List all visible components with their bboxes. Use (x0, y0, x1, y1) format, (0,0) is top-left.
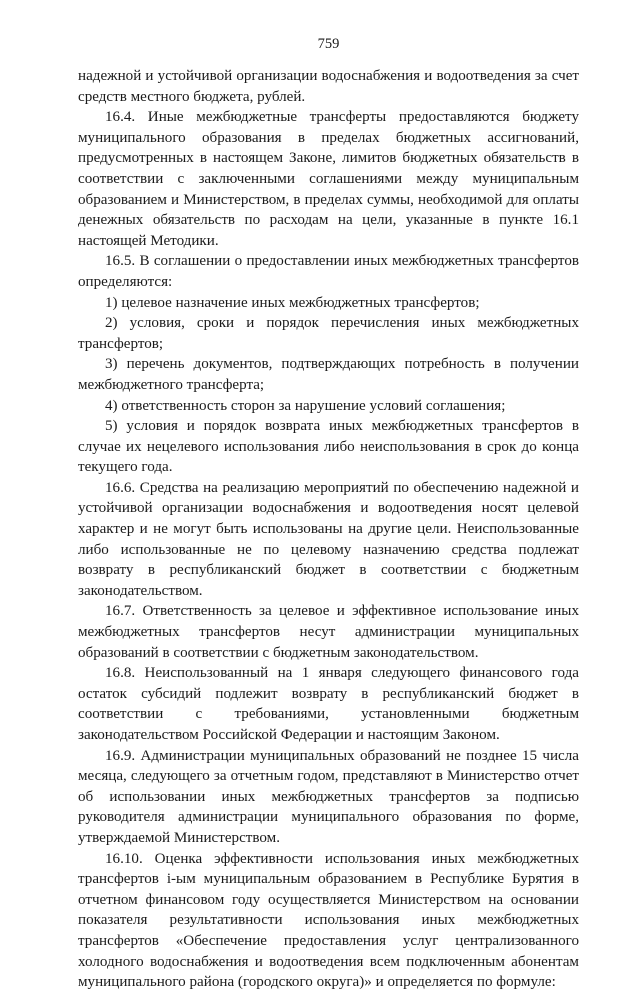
paragraph-16-5: 16.5. В соглашении о предоставлении иных межбюджетных трансфертов определяются: (78, 253, 579, 290)
list-item-4: 4) ответственность сторон за нарушение условий соглашения; (105, 397, 506, 414)
list-item-3: 3) перечень документов, подтверждающих потребность в получении межбюджетного трансферта; (78, 356, 579, 393)
paragraph-16-7: 16.7. Ответственность за целевое и эффективное использование иных межбюджетных трансфертов несут администрации муниципальных образований в соответствии с бюджетным законодательством. (78, 603, 579, 661)
page-number: 759 (317, 36, 340, 52)
list-item-2: 2) условия, сроки и порядок перечисления иных межбюджетных трансфертов; (78, 315, 579, 352)
paragraph-16-10: 16.10. Оценка эффективности использования иных межбюджетных трансфертов i-ым муниципальным образованием в Республике Бурятия в отчетном финансовом году осуществляется Министерством на основании показателя результативности использования иных межбюджетных трансфертов «Обеспечение предоставления услуг централизованного холодного водоснабжения и водоотведения всем подключенным абонентам муниципального района (городского округа)» и определяется по формуле: (78, 850, 579, 991)
paragraph-16-4: 16.4. Иные межбюджетные трансферты предоставляются бюджету муниципального образования в пределах бюджетных ассигнований, предусмотренных в настоящем Законе, лимитов бюджетных обязательств в соответствии с заключенными соглашениями между муниципальным образованием и Министерством, в пределах суммы, необходимой для оплаты денежных обязательств по расходам на цели, указанные в пункте 16.1 настоящей Методики. (78, 109, 579, 249)
paragraph-continuation: надежной и устойчивой организации водоснабжения и водоотведения за счет средств местного бюджета, рублей. (78, 68, 579, 105)
paragraph-16-8: 16.8. Неиспользованный на 1 января следующего финансового года остаток субсидий подлежит возврату в республиканский бюджет в соответствии с требованиями, установленными бюджетным законодательством Российской Федерации и настоящим Законом. (78, 665, 579, 743)
document-page (78, 35, 579, 993)
document-body (78, 66, 579, 993)
paragraph-16-6: 16.6. Средства на реализацию мероприятий по обеспечению надежной и устойчивой организации водоснабжения и водоотведения носят целевой характер и не могут быть использованы на другие цели. Неиспользованные либо использованные не по целевому назначению средства подлежат возврату в республиканский бюджет в соответствии с бюджетным законодательством. (78, 479, 579, 599)
paragraph-16-9: 16.9. Администрации муниципальных образований не позднее 15 числа месяца, следующего за отчетным годом, представляют в Министерство отчет об использовании иных межбюджетных трансфертов за подписью руководителя администрации муниципального образования по форме, утверждаемой Министерством. (78, 747, 579, 846)
list-item-1: 1) целевое назначение иных межбюджетных трансфертов; (105, 294, 480, 311)
list-item-5: 5) условия и порядок возврата иных межбюджетных трансфертов в случае их нецелевого использования либо неиспользования в срок до конца текущего года. (78, 418, 579, 476)
